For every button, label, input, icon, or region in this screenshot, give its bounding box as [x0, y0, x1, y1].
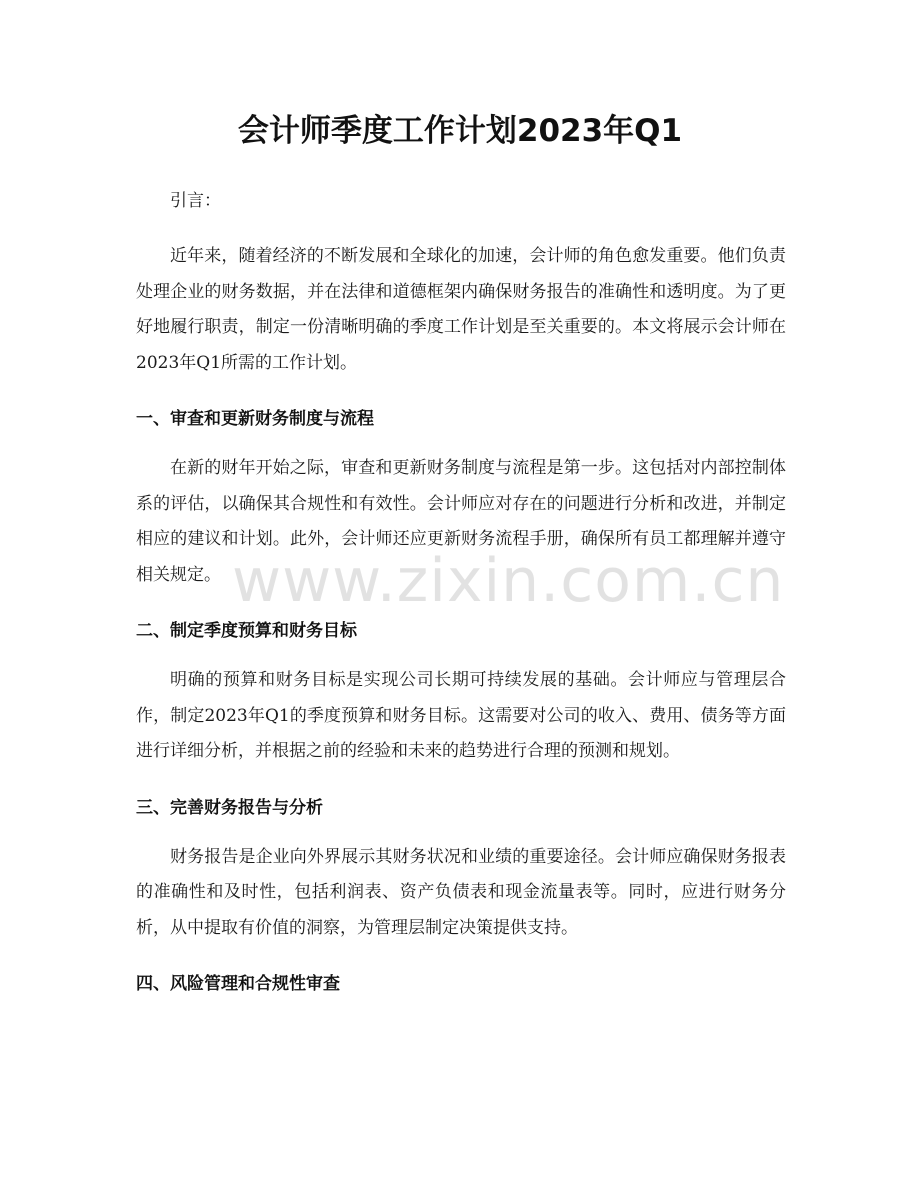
- section-heading-2: 二、制定季度预算和财务目标: [136, 621, 357, 641]
- intro-paragraph: 近年来，随着经济的不断发展和全球化的加速，会计师的角色愈发重要。他们负责处理企业的财务数据，并在法律和道德框架内确保财务报告的准确性和透明度。为了更好地履行职责，制定一份清晰明确的季度工作计划是至关重要的。本文将展示会计师在2023年Q1所需的工作计划。: [136, 246, 786, 373]
- section-heading-4: 四、风险管理和合规性审查: [136, 974, 340, 994]
- section-body-3: 财务报告是企业向外界展示其财务状况和业绩的重要途径。会计师应确保财务报表的准确性和及时性，包括利润表、资产负债表和现金流量表等。同时，应进行财务分析，从中提取有价值的洞察，为管理层制定决策提供支持。: [136, 846, 786, 938]
- watermark-text: www.zixin.com.cn: [232, 546, 785, 616]
- intro-label: 引言：: [170, 191, 221, 211]
- section-body-2: 明确的预算和财务目标是实现公司长期可持续发展的基础。会计师应与管理层合作，制定2023年Q1的季度预算和财务目标。这需要对公司的收入、费用、债务等方面进行详细分析，并根据之前的经验和未来的趋势进行合理的预测和规划。: [136, 670, 786, 761]
- section-heading-1: 一、审查和更新财务制度与流程: [136, 409, 374, 429]
- section-body-1: 在新的财年开始之际，审查和更新财务制度与流程是第一步。这包括对内部控制体系的评估，以确保其合规性和有效性。会计师应对存在的问题进行分析和改进，并制定相应的建议和计划。此外，会计师还应更新财务流程手册，确保所有员工都理解并遵守相关规定。: [136, 458, 786, 585]
- section-heading-3: 三、完善财务报告与分析: [136, 797, 323, 818]
- document-title: 会计师季度工作计划2023年Q1: [237, 113, 683, 149]
- document-body: [136, 182, 786, 1003]
